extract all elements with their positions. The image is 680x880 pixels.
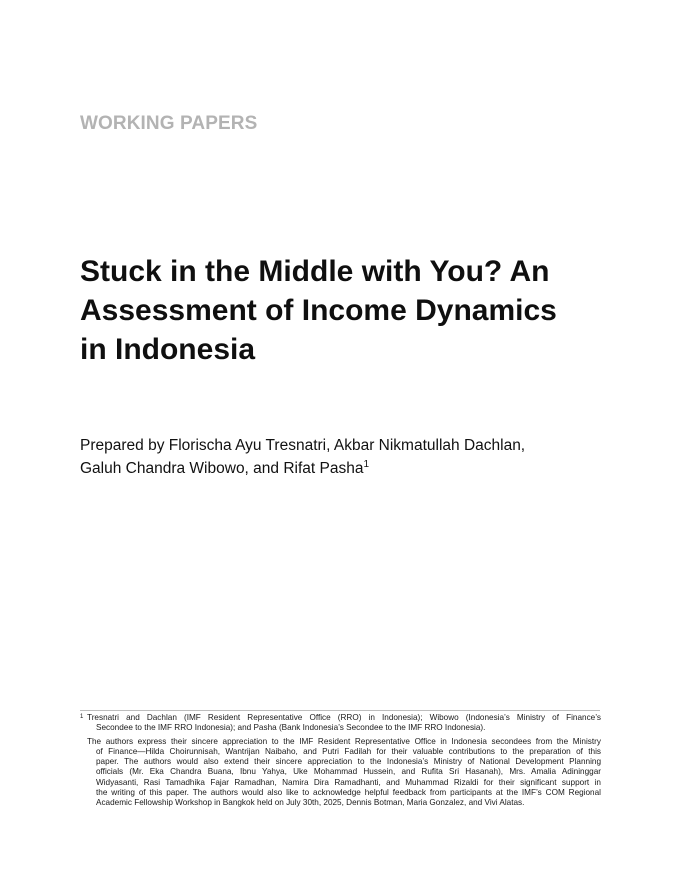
- author-byline: [80, 434, 620, 480]
- footnote-line: Tresnatri and Dachlan (IMF Resident Representative Office (RRO) in Indonesia); Wibowo (Indonesia’s Ministry of Finance’s: [87, 713, 601, 722]
- footnote-1: [80, 713, 601, 733]
- title-line: Stuck in the Middle with You? An: [80, 255, 550, 288]
- paper-title: [80, 252, 620, 369]
- footnote-line: of Finance—Hilda Choirunnisah, Wantrijan Naibaho, and Putri Fadilah for their valuable contributions to the preparation of this: [96, 747, 601, 757]
- footnote-line: Secondee to the IMF RRO Indonesia); and Pasha (Bank Indonesia’s Secondee to the IMF RRO Indonesia).: [96, 723, 486, 733]
- footnote-line: Widyasanti, Rasi Tamadhika Fajar Ramadhan, Namira Dira Ramadhanti, and Muhammad Rizaldi for their significant support in: [96, 777, 601, 787]
- title-line: Assessment of Income Dynamics: [80, 294, 557, 327]
- series-label: WORKING PAPERS: [80, 113, 258, 134]
- footnote-marker: 1: [80, 714, 84, 720]
- acknowledgements-note: [80, 737, 601, 808]
- footnote-line: Academic Fellowship Workshop in Bangkok held on July 30th, 2025, Dennis Botman, Maria Gonzalez, and Vivi Alatas.: [96, 797, 525, 807]
- footnote-line: officials (Mr. Eka Chandra Buana, Ibnu Yahya, Uke Mohammad Hussein, and Rufita Sri Hasanah), Mrs. Amalia Adininggar: [96, 767, 601, 777]
- footnote-line: The authors express their sincere appreciation to the IMF Resident Representative Office in Indonesia secondees from the Ministry: [87, 737, 601, 747]
- footnote-line: paper. The authors would also extend their sincere appreciation to the Indonesia’s Ministry of National Development Planning: [96, 757, 601, 767]
- author-line: Prepared by Florischa Ayu Tresnatri, Akbar Nikmatullah Dachlan,: [80, 437, 526, 454]
- footnote-reference[interactable]: 1: [363, 459, 370, 470]
- title-line: in Indonesia: [80, 333, 256, 366]
- author-line-2: [80, 457, 620, 480]
- author-line-text: Galuh Chandra Wibowo, and Rifat Pasha: [80, 460, 364, 477]
- footnotes-section: [80, 713, 601, 808]
- footnote-line: the writing of this paper. The authors would also like to acknowledge helpful feedback from participants at the IMF’s COM Regional: [96, 787, 601, 797]
- footnote-divider: [80, 710, 600, 711]
